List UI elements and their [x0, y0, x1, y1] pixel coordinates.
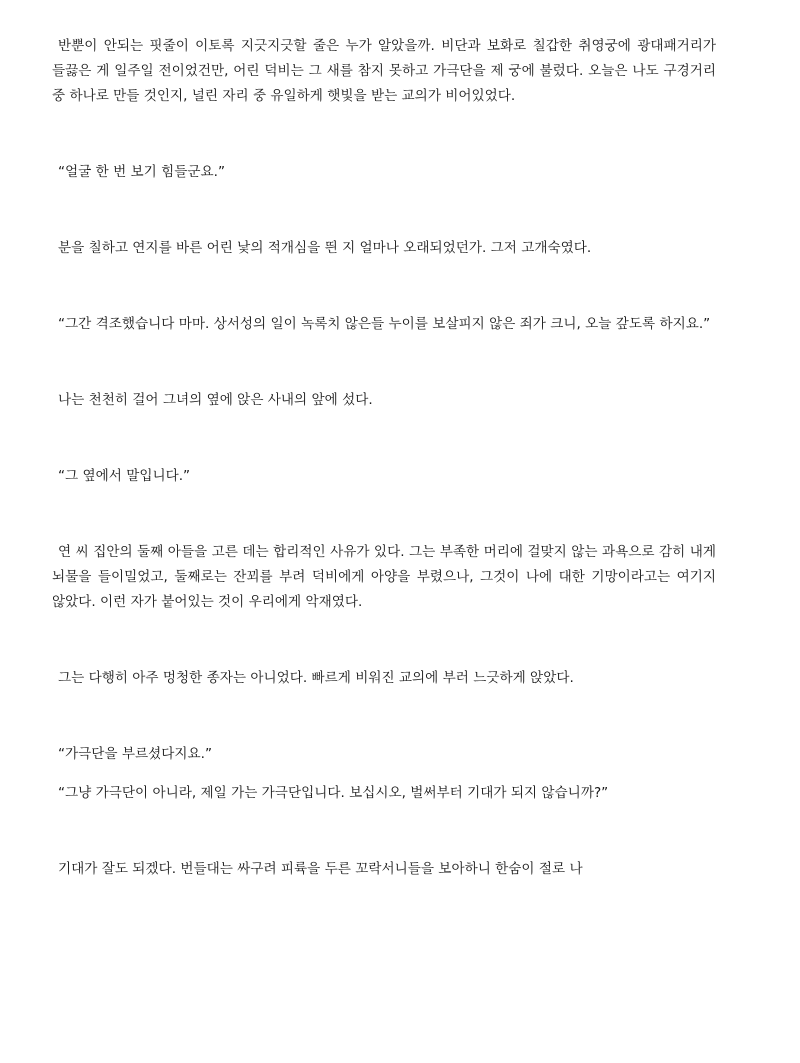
- paragraph-opening: 반뿐이 안되는 핏줄이 이토록 지긋지긋할 줄은 누가 알았을까. 비단과 보화로 칠갑한 취영궁에 광대패거리가 들끓은 게 일주일 전이었건만, 어린 덕비는 그 새를 참지 못하고 가극단을 제 궁에 불렀다. 오늘은 나도 구경거리 중 하나로 만들 것인지, 널린 자리 중 유일하게 햇빛을 받는 교의가 비어있었다.: [52, 38, 716, 104]
- paragraph-dialogue-best-troupe: “그냥 가극단이 아니라, 제일 가는 가극단입니다. 보십시오, 벌써부터 기대가 되지 않습니까?”: [58, 785, 609, 801]
- paragraph-dialogue-face: “얼굴 한 번 보기 힘들군요.”: [58, 164, 226, 180]
- paragraph-sigh: 기대가 잘도 되겠다. 번들대는 싸구려 피륙을 두른 꼬락서니들을 보아하니 한숨이 절로 나: [58, 861, 583, 877]
- paragraph-dialogue-apology: “그간 격조했습니다 마마. 상서성의 일이 녹록치 않은들 누이를 보살피지 않은 죄가 크니, 오늘 갚도록 하지요.”: [58, 316, 711, 332]
- paragraph-dialogue-troupe: “가극단을 부르셨다지요.”: [58, 746, 213, 762]
- paragraph-dialogue-beside: “그 옆에서 말입니다.”: [58, 468, 191, 484]
- paragraph-walk: 나는 천천히 걸어 그녀의 옆에 앉은 사내의 앞에 섰다.: [58, 392, 373, 408]
- paragraph-powder-rouge: 분을 칠하고 연지를 바른 어린 낯의 적개심을 띈 지 얼마나 오래되었던가. 그저 고개숙였다.: [58, 240, 592, 256]
- document-body: [52, 34, 716, 882]
- paragraph-not-stupid: 그는 다행히 아주 멍청한 종자는 아니었다. 빠르게 비워진 교의에 부러 느긋하게 앉았다.: [58, 670, 574, 686]
- paragraph-yeon-family: 연 씨 집안의 둘째 아들을 고른 데는 합리적인 사유가 있다. 그는 부족한 머리에 걸맞지 않는 과욕으로 감히 내게 뇌물을 들이밀었고, 둘째로는 잔꾀를 부려 덕비에게 아양을 부렸으나, 그것이 나에 대한 기망이라고는 여기지 않았다. 이런 자가 붙어있는 것이 우리에게 악재였다.: [52, 544, 716, 610]
